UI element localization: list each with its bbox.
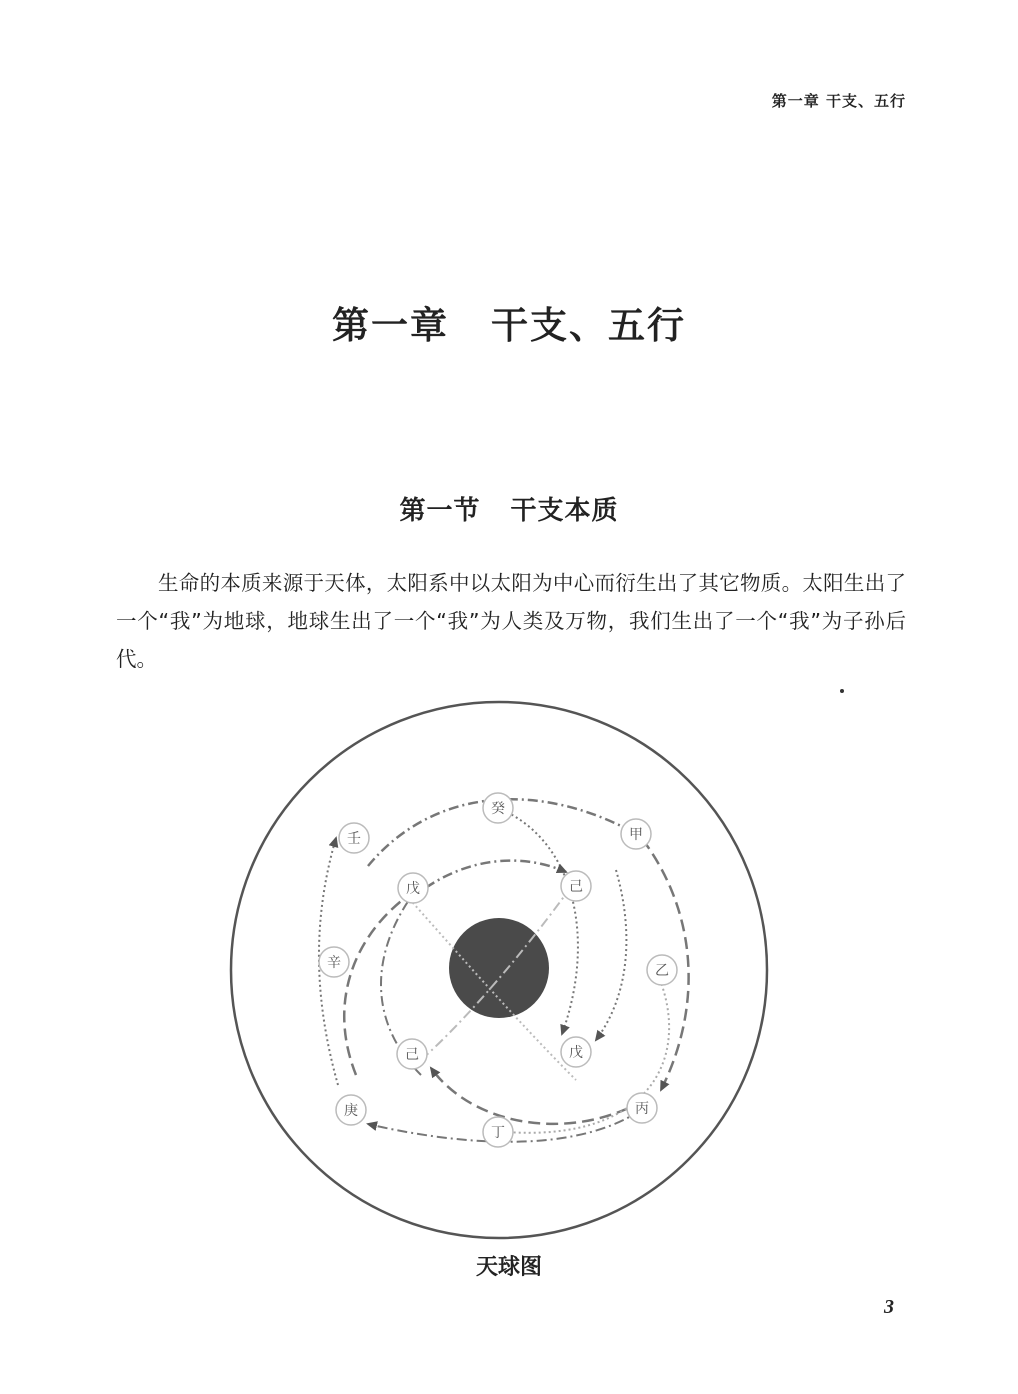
node-gui [483, 793, 513, 823]
section-title [0, 490, 1018, 527]
node-wu-upper [398, 873, 428, 903]
stray-dot [840, 689, 844, 693]
node-bing [627, 1093, 657, 1123]
node-label: 丁 [491, 1125, 505, 1141]
node-ji-upper [561, 871, 591, 901]
node-ji-lower [397, 1039, 427, 1069]
orbit-arrow [596, 870, 626, 1040]
chapter-number: 第一章 [332, 304, 449, 347]
node-xin [319, 947, 349, 977]
node-label: 壬 [347, 831, 361, 847]
chapter-name: 干支、五行 [491, 304, 686, 347]
chapter-title [0, 295, 1018, 349]
node-label: 庚 [344, 1103, 358, 1119]
node-label: 癸 [491, 801, 505, 817]
node-ren [339, 823, 369, 853]
node-label: 甲 [629, 827, 643, 843]
section-name: 干支本质 [510, 496, 619, 526]
section-number: 第一节 [399, 496, 481, 526]
node-ding [483, 1117, 513, 1147]
node-label: 戊 [406, 881, 420, 897]
node-label: 戊 [569, 1045, 583, 1061]
node-geng [336, 1095, 366, 1125]
running-header: 第一章 干支、五行 [771, 92, 906, 110]
celestial-sphere-diagram [226, 700, 786, 1245]
node-label: 乙 [655, 963, 669, 979]
sun-disc [449, 918, 549, 1018]
node-label: 己 [569, 879, 583, 895]
orbit-arrow [410, 861, 566, 900]
node-label: 己 [405, 1047, 419, 1063]
node-label: 辛 [327, 955, 341, 971]
node-yi [647, 955, 677, 985]
node-jia [621, 819, 651, 849]
figure-caption: 天球图 [475, 1255, 542, 1280]
page-number: 3 [884, 1296, 894, 1318]
node-label: 丙 [635, 1101, 649, 1117]
body-paragraph: 生命的本质来源于天体，太阳系中以太阳为中心而衍生出了其它物质。太阳生出了一个“我”为地球，地球生出了一个“我”为人类及万物，我们生出了一个“我”为子孙后代。 [116, 571, 906, 671]
node-wu-lower [561, 1037, 591, 1067]
